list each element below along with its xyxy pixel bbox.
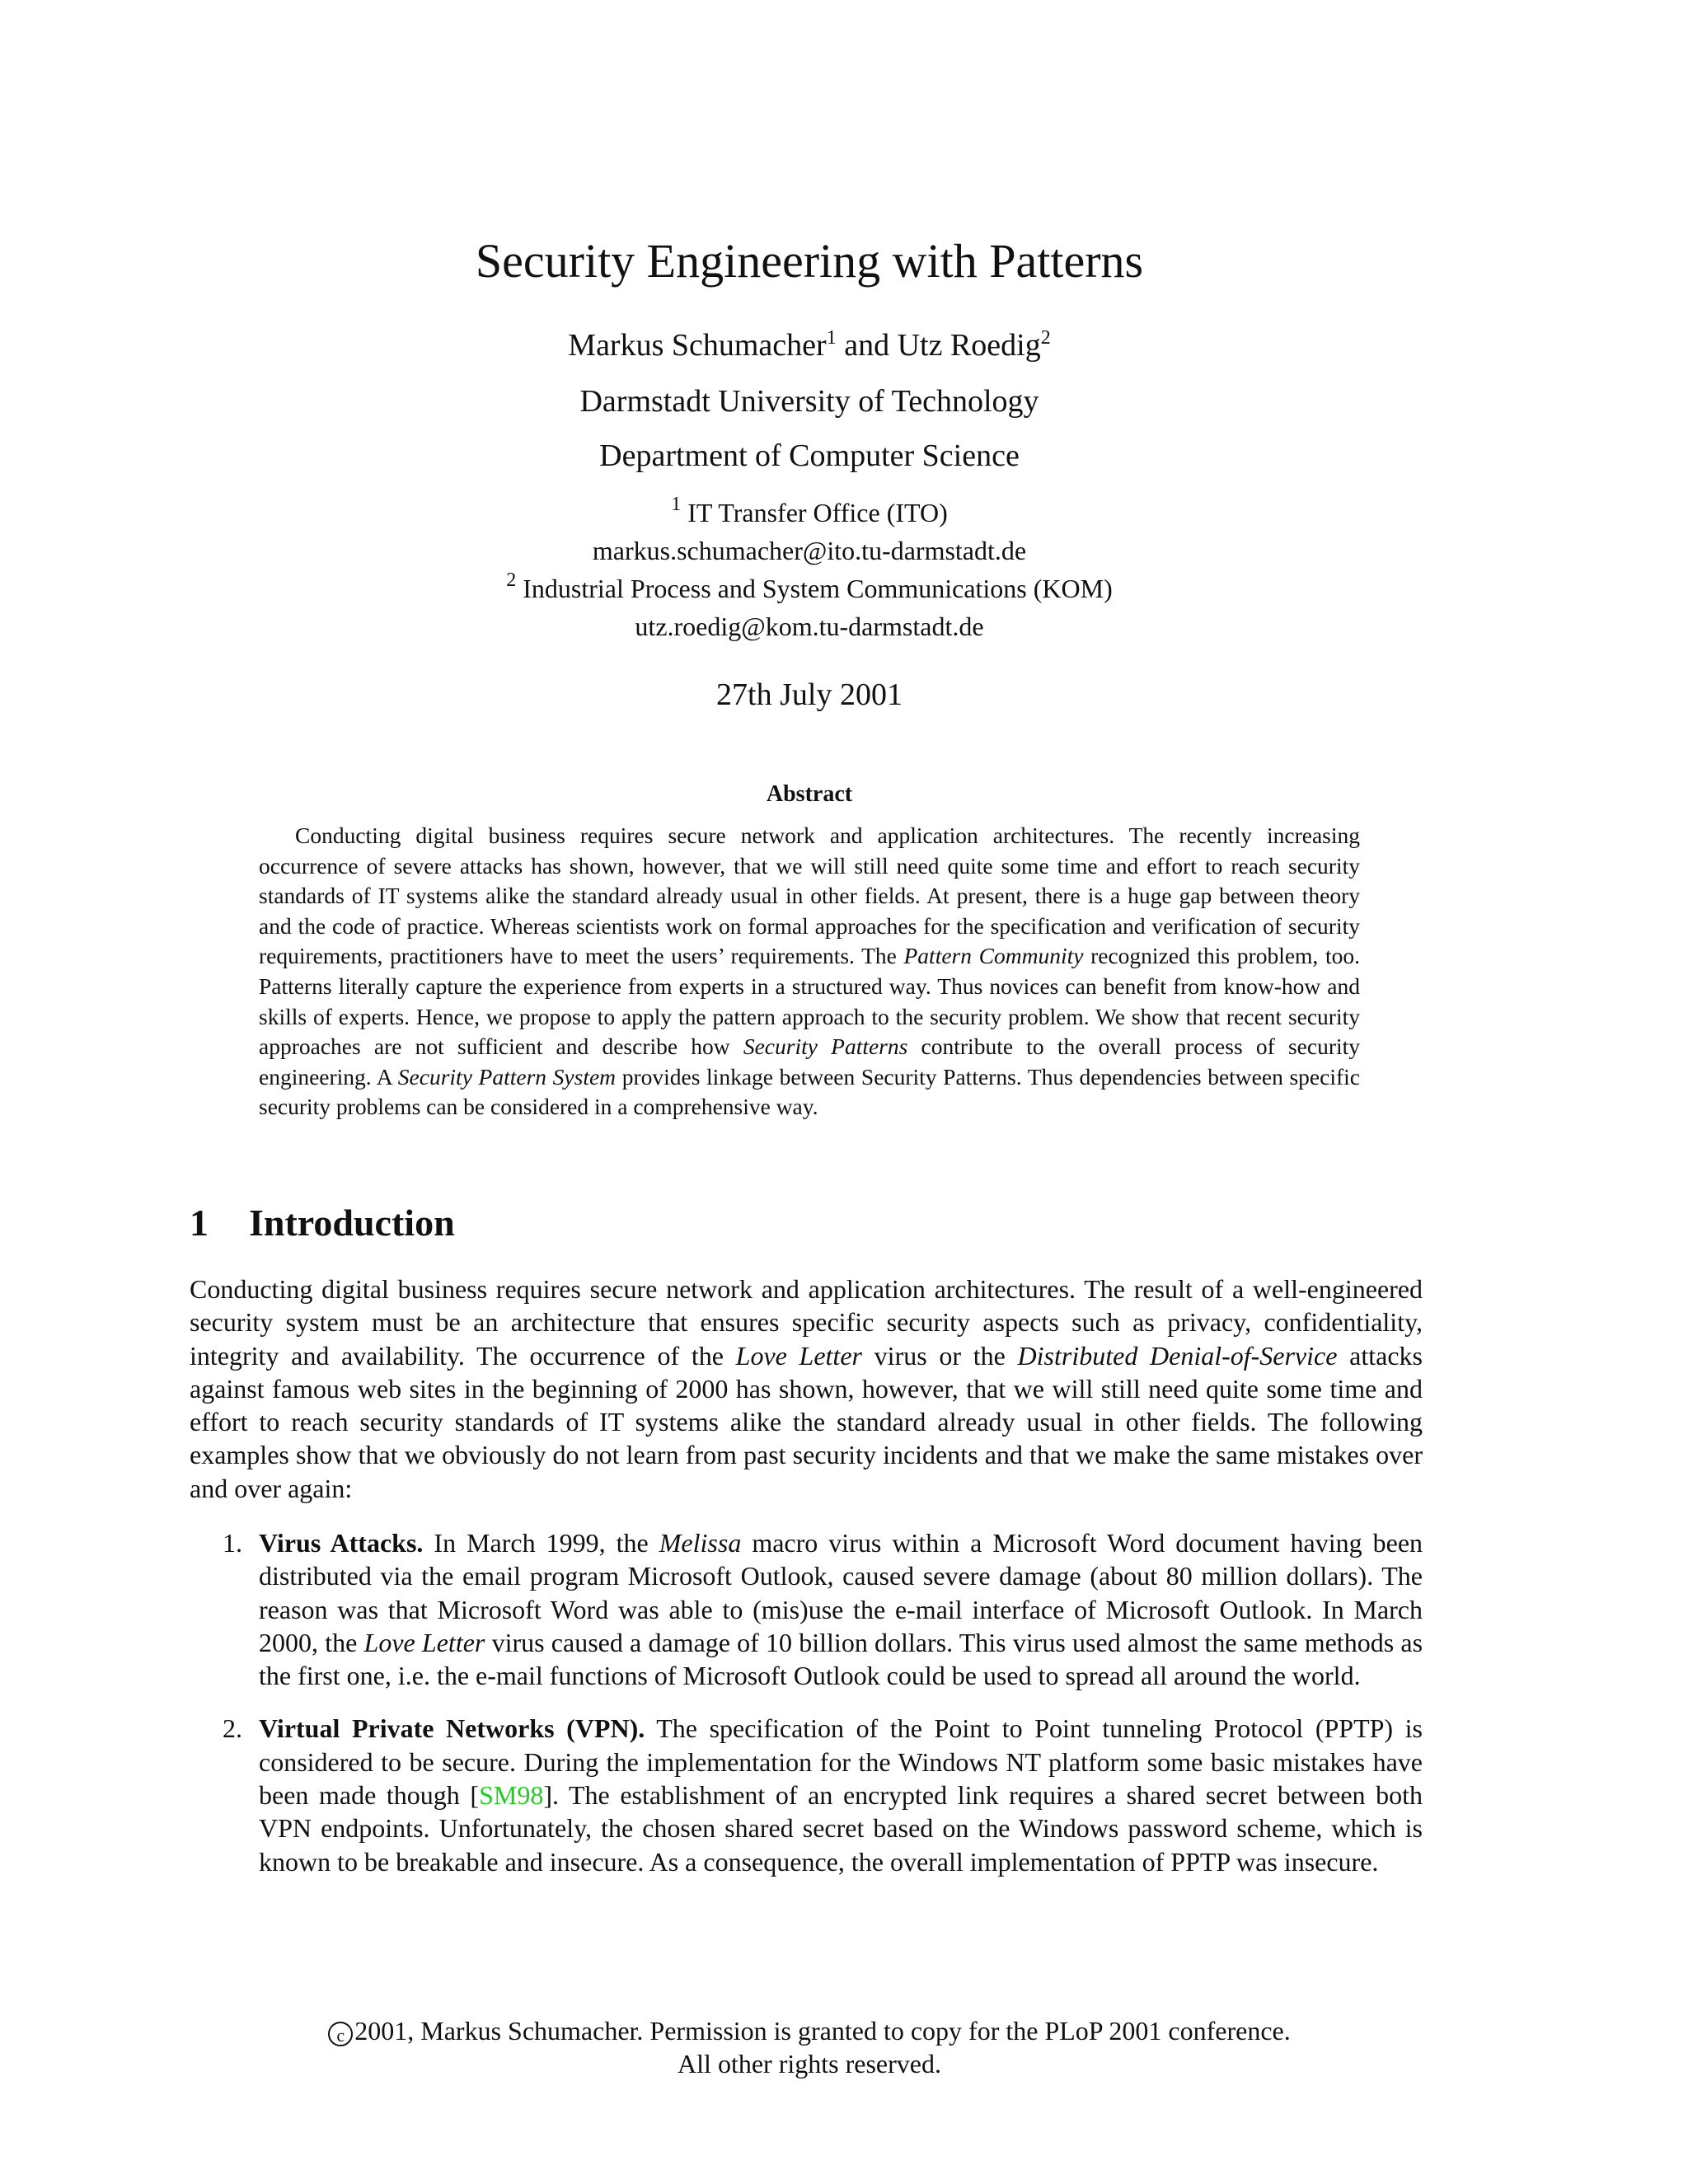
- author-1-mark: 1: [826, 327, 837, 349]
- abstract-part-2: recognized this problem, too. Patterns literally capture the experience from experts in a structured way. Thus novices can benefit from know-how and skills of experts. Hence, we propose to apply the pattern approach to the security problem. We show that recent security approaches are not sufficient and describe how: [259, 943, 1360, 1060]
- copyright-line-1: [0, 2014, 1619, 2047]
- author-2: Utz Roedig: [897, 328, 1041, 363]
- abstract-heading: Abstract: [766, 781, 853, 807]
- copyright-footer: [0, 2014, 1619, 2080]
- paper-title: Security Engineering with Patterns: [475, 234, 1144, 288]
- copyright-line-2: All other rights reserved.: [678, 2049, 941, 2079]
- intro-paragraph: [190, 1272, 1423, 1505]
- author-1: Markus Schumacher: [568, 328, 827, 363]
- list-item-text-1: In March 1999, the: [423, 1528, 659, 1558]
- author-line: [0, 325, 1619, 366]
- abstract-part-3: contribute to the overall process of security engineering. A: [259, 1033, 1361, 1090]
- affiliation-2: [0, 570, 1619, 607]
- abstract-part-1: Conducting digital business requires secure network and application architectures. The recently increasing occurrence of severe attacks has shown, however, that we will still need quite some time and effort to reach security standards of IT systems alike the standard already usual in other fields. At present, there is a huge gap between theory and the code of practice. Whereas scientists work on formal approaches for the specification and verification of security requirements, practitioners have to meet the users’ requirements. The: [259, 823, 1360, 969]
- abstract-text: [259, 821, 1360, 1122]
- affiliation-2-email: utz.roedig@kom.tu-darmstadt.de: [635, 612, 984, 641]
- section-number: 1: [190, 1202, 209, 1244]
- list-item-title: Virtual Private Networks (VPN).: [259, 1713, 645, 1744]
- affiliation-2-mark: 2: [506, 569, 517, 591]
- section-title: Introduction: [249, 1202, 455, 1244]
- copyright-text: 2001, Markus Schumacher. Permission is granted to copy for the PLoP 2001 conference.: [354, 2016, 1291, 2046]
- intro-part-a: Conducting digital business requires secure network and application architectures. The result of a well-engineered security system must be an architecture that ensures specific security aspects such as privacy, confidentiality, integrity and availability. The occurrence of the: [190, 1274, 1423, 1371]
- citation-link-sm98[interactable]: SM98: [479, 1780, 544, 1811]
- abstract-em-1: Pattern Community: [903, 943, 1084, 969]
- affiliation-1-email: markus.schumacher@ito.tu-darmstadt.de: [592, 536, 1027, 565]
- department: Department of Computer Science: [599, 438, 1020, 473]
- list-item-text-1: The specification of the Point to Point tunneling Protocol (PPTP) is considered to be secure. During the implementation for the Windows NT platform some basic mistakes have been made though [: [259, 1713, 1423, 1811]
- affiliation-1: [0, 494, 1619, 531]
- author-conjunction: and: [836, 328, 898, 363]
- list-item: [223, 1526, 1423, 1692]
- intro-em-1: Love Letter: [735, 1340, 862, 1371]
- list-item-marker: 1.: [223, 1528, 242, 1558]
- list-item: [223, 1712, 1423, 1877]
- example-list: [223, 1526, 1423, 1878]
- list-item-marker: 2.: [223, 1713, 242, 1744]
- author-2-mark: 2: [1040, 327, 1051, 349]
- abstract-em-3: Security Pattern System: [397, 1063, 617, 1090]
- affiliation-1-mark: 1: [671, 494, 682, 515]
- list-item-text-2: ]. The establishment of an encrypted link requires a shared secret between both VPN endpoints. Unfortunately, the chosen shared secret based on the Windows password scheme, which is known to be breakable and insecure. As a consequence, the overall implementation of PPTP was insecure.: [259, 1780, 1423, 1877]
- list-item-text-2: macro virus within a Microsoft Word document having been distributed via the email program Microsoft Outlook, caused severe damage (about 80 million dollars). The reason was that Microsoft Word was able to (mis)use the e-mail interface of Microsoft Outlook. In March 2000, the: [259, 1528, 1423, 1657]
- paper-date: 27th July 2001: [716, 677, 903, 712]
- university: Darmstadt University of Technology: [579, 384, 1039, 419]
- list-item-title: Virus Attacks.: [259, 1528, 424, 1558]
- list-item-em-2: Love Letter: [363, 1627, 485, 1657]
- intro-em-2: Distributed Denial-of-Service: [1017, 1340, 1338, 1371]
- list-item-em-1: Melissa: [659, 1528, 742, 1558]
- section-heading-introduction: [190, 1200, 455, 1246]
- list-item-text-3: virus caused a damage of 10 billion dollars. This virus used almost the same methods as the first one, i.e. the e-mail functions of Microsoft Outlook could be used to spread all around the world.: [259, 1627, 1423, 1691]
- abstract-em-2: Security Patterns: [743, 1033, 908, 1060]
- affiliation-1-name: IT Transfer Office (ITO): [681, 498, 948, 527]
- abstract-part-4: provides linkage between Security Patterns. Thus dependencies between specific security problems can be considered in a comprehensive way.: [259, 1063, 1360, 1120]
- intro-part-b: virus or the: [861, 1340, 1018, 1371]
- intro-part-c: attacks against famous web sites in the beginning of 2000 has shown, however, that we will still need quite some time and effort to reach security standards of IT systems alike the standard already usual in other fields. The following examples show that we obviously do not learn from past security incidents and that we make the same mistakes over and over again:: [190, 1340, 1423, 1503]
- affiliation-2-name: Industrial Process and System Communications (KOM): [516, 574, 1113, 603]
- copyright-icon: c: [328, 2022, 353, 2046]
